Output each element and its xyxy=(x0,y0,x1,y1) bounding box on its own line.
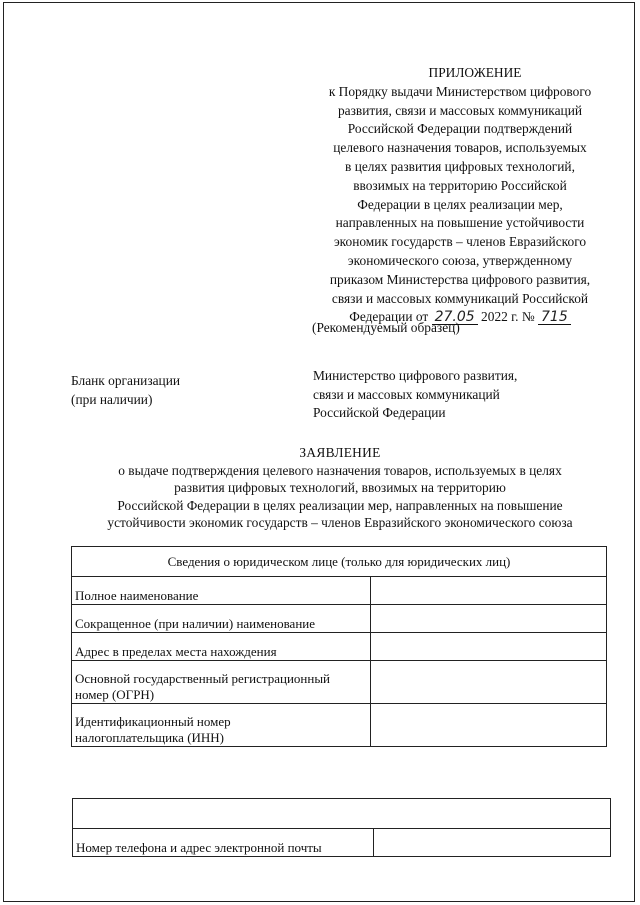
letterhead-line: Бланк организации xyxy=(71,373,181,388)
appendix-line: в целях развития цифровых технологий, xyxy=(345,158,575,174)
contact-field[interactable] xyxy=(374,829,611,857)
statement-line: Российской Федерации в целях реализации мер, направленных на повышение xyxy=(117,497,563,513)
year-text: 2022 г. № xyxy=(481,309,535,325)
statement-block xyxy=(60,444,620,532)
addressee-line: Российской Федерации xyxy=(313,405,446,420)
row-label-line: номер (ОГРН) xyxy=(75,687,155,702)
statement-title: ЗАЯВЛЕНИЕ xyxy=(299,445,381,460)
table-row xyxy=(73,799,611,829)
full-name-field[interactable] xyxy=(371,577,607,605)
appendix-block xyxy=(298,64,622,327)
table-row xyxy=(72,605,607,633)
appendix-line: развития, связи и массовых коммуникаций xyxy=(337,102,583,118)
appendix-line: направленных на повышение устойчивости xyxy=(335,215,585,231)
table-row xyxy=(72,577,607,605)
statement-line: о выдаче подтверждения целевого назначения товаров, используемых в целях xyxy=(118,462,562,478)
row-label xyxy=(72,704,371,747)
empty-cell xyxy=(73,799,611,829)
appendix-line: целевого назначения товаров, используемых xyxy=(333,140,587,156)
table-row xyxy=(73,829,611,857)
handwritten-date: 27.05 xyxy=(432,310,478,325)
appendix-line: экономического союза, утвержденному xyxy=(347,252,573,268)
ogrn-field[interactable] xyxy=(371,661,607,704)
row-label xyxy=(72,661,371,704)
table-header: Сведения о юридическом лице (только для юридических лиц) xyxy=(72,547,607,577)
appendix-line: к Порядку выдачи Министерством цифрового xyxy=(328,83,592,99)
contact-table xyxy=(72,798,611,857)
inn-field[interactable] xyxy=(371,704,607,747)
short-name-field[interactable] xyxy=(371,605,607,633)
table-header-row xyxy=(72,547,607,577)
handwritten-order-number: 715 xyxy=(538,310,571,325)
appendix-line: ввозимых на территорию Российской xyxy=(353,177,567,193)
statement-line: устойчивости экономик государств – членов Евразийского экономического союза xyxy=(107,515,573,530)
appendix-line: Российской Федерации подтверждений xyxy=(347,121,573,137)
addressee-line: связи и массовых коммуникаций xyxy=(313,386,500,402)
row-label-line: Идентификационный номер xyxy=(75,714,231,729)
address-field[interactable] xyxy=(371,633,607,661)
table-row xyxy=(72,661,607,704)
row-label: Полное наименование xyxy=(72,577,371,605)
table-row xyxy=(72,704,607,747)
statement-line: развития цифровых технологий, ввозимых на территорию xyxy=(174,480,506,495)
table-row xyxy=(72,633,607,661)
letterhead-line: (при наличии) xyxy=(71,391,153,407)
row-label: Адрес в пределах места нахождения xyxy=(72,633,371,661)
row-label-line: Основной государственный регистрационный xyxy=(75,671,331,686)
row-label: Номер телефона и адрес электронной почты xyxy=(73,829,374,857)
addressee-line: Министерство цифрового развития, xyxy=(313,368,518,383)
appendix-line: связи и массовых коммуникаций Российской xyxy=(331,290,589,306)
addressee-block xyxy=(313,367,517,423)
legal-entity-table xyxy=(71,546,607,747)
appendix-line: экономик государств – членов Евразийского xyxy=(333,234,587,250)
date-prefix: Федерации от xyxy=(349,309,429,325)
appendix-title: ПРИЛОЖЕНИЕ xyxy=(428,65,522,80)
letterhead-block xyxy=(71,372,180,409)
appendix-line: Федерации в целях реализации мер, xyxy=(357,196,563,212)
row-label-line: налогоплательщика (ИНН) xyxy=(75,730,225,745)
row-label: Сокращенное (при наличии) наименование xyxy=(72,605,371,633)
sample-note: (Рекомендуемый образец) xyxy=(312,320,460,335)
appendix-line: приказом Министерства цифрового развития, xyxy=(329,271,591,287)
